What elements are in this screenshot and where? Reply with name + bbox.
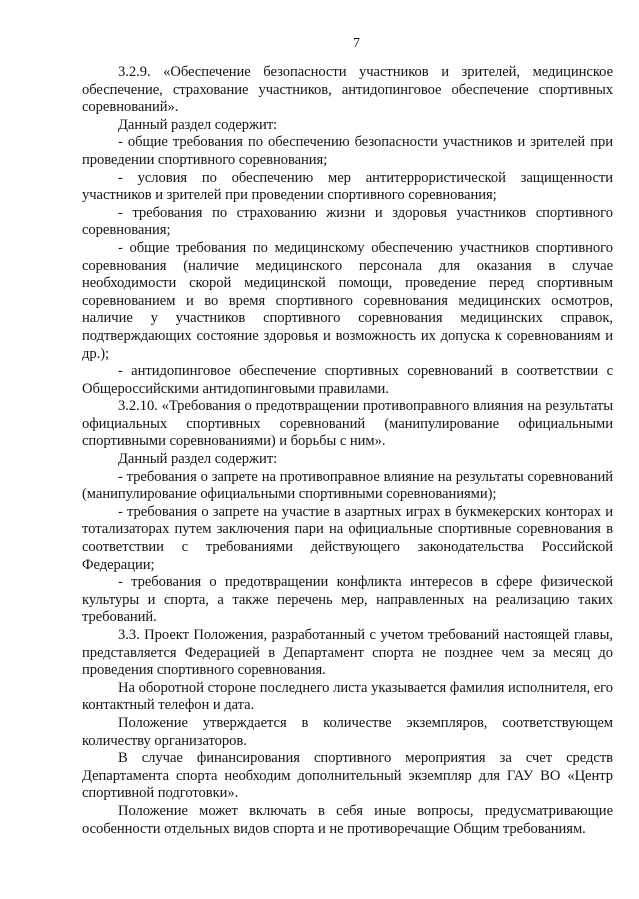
list-item-conflict-of-interest: - требования о предотвращении конфликта интересов в сфере физической культуры и спорта, а также перечень мер, направленных на реализацию таких требований. — [82, 574, 613, 626]
list-item-antiterror-measures: - условия по обеспечению мер антитеррористической защищенности участников и зрителей при проведении спортивного соревнования; — [82, 169, 613, 204]
list-item-antidoping: - антидопинговое обеспечение спортивных соревнований в соответствии с Общероссийскими антидопинговыми правилами. — [82, 363, 613, 397]
paragraph-3-3: 3.3. Проект Положения, разработанный с учетом требований настоящей главы, представляется Федерацией в Департамент спорта не позднее чем за месяц до проведения спортивного соревнования. — [82, 627, 613, 679]
list-item-insurance: - требования по страхованию жизни и здоровья участников спортивного соревнования; — [82, 204, 613, 239]
list-item-gambling-ban: - требования о запрете на участие в азартных играх в букмекерских конторах и тотализаторах путем заключения пари на официальные спортивные соревнования в соответствии с требованиями действующего законодательства Российской Федерации; — [82, 503, 613, 573]
list-item-manipulation-ban: - требования о запрете на противоправное влияние на результаты соревнований (манипулирование официальными спортивными соревнованиями); — [82, 468, 613, 503]
paragraph-section-contains-2: Данный раздел содержит: — [118, 451, 278, 468]
list-item-medical-support: - общие требования по медицинскому обеспечению участников спортивного соревнования (наличие медицинского персонала для оказания в случае необходимости скорой медицинской помощи, проведение перед спортивным соревнованием и во время спортивного соревнования медицинских осмотров, наличие у участников спортивного соревнования медицинских справок, подтверждающих состояние здоровья и возможность их допуска к соревнованиям и др.); — [82, 239, 613, 362]
page-number: 7 — [353, 36, 360, 51]
paragraph-back-side: На оборотной стороне последнего листа указывается фамилия исполнителя, его контактный телефон и дата. — [82, 679, 613, 714]
paragraph-3-2-9: 3.2.9. «Обеспечение безопасности участников и зрителей, медицинское обеспечение, страхование участников, антидопинговое обеспечение спортивных соревнований». — [82, 64, 613, 116]
paragraph-3-2-10: 3.2.10. «Требования о предотвращении противоправного влияния на результаты официальных спортивных соревнований (манипулирование официальными спортивными соревнованиями) и борьбы с ним». — [82, 398, 613, 450]
paragraph-section-contains: Данный раздел содержит: — [118, 116, 278, 133]
paragraph-copies: Положение утверждается в количестве экземпляров, соответствующем количеству организаторов. — [82, 714, 613, 749]
paragraph-financing: В случае финансирования спортивного мероприятия за счет средств Департамента спорта необходим дополнительный экземпляр для ГАУ ВО «Центр спортивной подготовки». — [82, 750, 613, 802]
list-item-safety-requirements: - общие требования по обеспечению безопасности участников и зрителей при проведении спортивного соревнования; — [82, 134, 613, 168]
paragraph-other-questions: Положение может включать в себя иные вопросы, предусматривающие особенности отдельных видов спорта и не противоречащие Общим требованиям. — [82, 802, 613, 837]
